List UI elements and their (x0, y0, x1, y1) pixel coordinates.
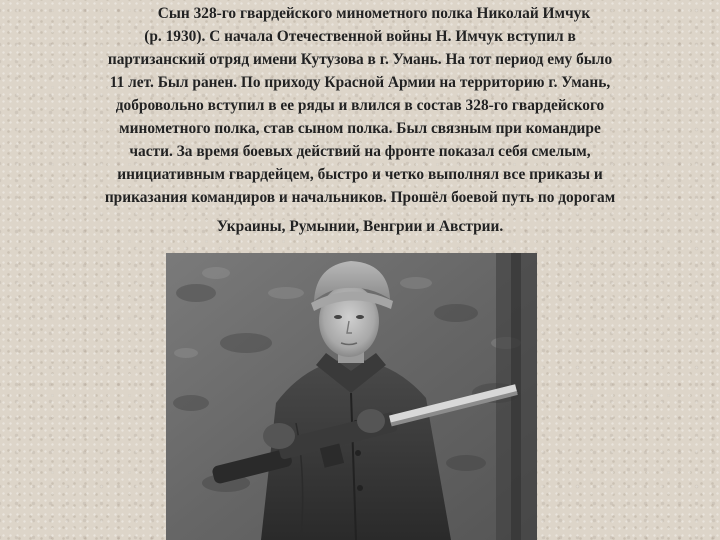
biography-line: партизанский отряд имени Кутузова в г. Умань. На тот период ему было (107, 51, 613, 68)
biography-line: Сын 328-го гвардейского минометного полка Николай Имчук (157, 5, 591, 22)
biography-line: Украины, Румынии, Венгрии и Австрии. (216, 218, 504, 235)
biography-line: добровольно вступил в ее ряды и влился в состав 328-го гвардейского (115, 97, 605, 114)
biography-line: части. За время боевых действий на фронте показал себя смелым, (129, 143, 591, 160)
biography-line: приказания командиров и начальников. Прошёл боевой путь по дорогам (104, 189, 616, 206)
biography-line: (р. 1930). С начала Отечественной войны Н. Имчук вступил в (144, 28, 576, 45)
biography-text (44, 2, 676, 238)
soldier-photo (166, 253, 537, 540)
biography-line: 11 лет. Был ранен. По приходу Красной Армии на территорию г. Умань, (109, 74, 611, 91)
biography-line: минометного полка, став сыном полка. Был связным при командире (119, 120, 601, 137)
biography-line: инициативным гвардейцем, быстро и четко выполнял все приказы и (117, 166, 603, 183)
